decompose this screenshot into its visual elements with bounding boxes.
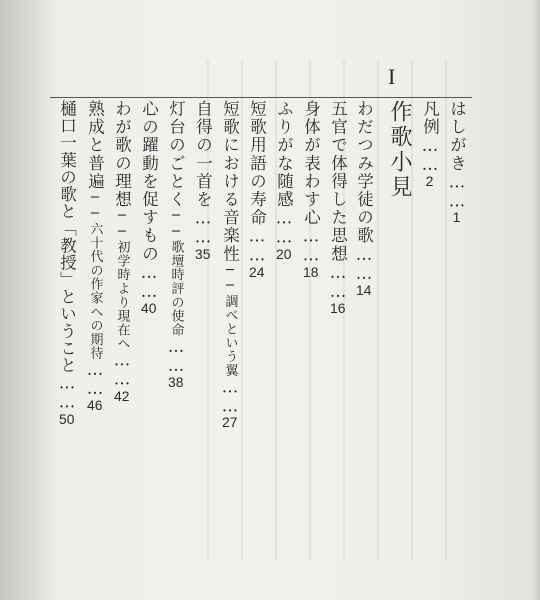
toc-entry-yakudou xyxy=(140,100,157,315)
toc-leader: …… xyxy=(139,262,159,301)
toc-leader: …… xyxy=(420,136,440,175)
toc-page: 42 xyxy=(114,388,130,403)
part-number: I xyxy=(388,64,396,89)
toc-title: 短歌用語の寿命 xyxy=(247,100,267,227)
toc-entry-hashigaki xyxy=(448,100,465,224)
toc-entry-gokan xyxy=(329,100,346,315)
toc-leader: …… xyxy=(328,262,348,301)
toc-leader: …… xyxy=(193,208,213,247)
toc-leader: …… xyxy=(220,377,240,416)
toc-leader: …… xyxy=(301,226,321,265)
toc-leader: …… xyxy=(166,336,186,375)
toc-title: 五官で体得した思想 xyxy=(328,100,348,263)
toc-title: 樋口一葉の歌と「教授」ということ xyxy=(57,100,77,374)
toc-title: ふりがな随感 xyxy=(274,100,294,209)
toc-subtitle: ──歌壇時評の使命 xyxy=(168,208,184,337)
header-rule xyxy=(50,97,472,98)
toc-leader: …… xyxy=(274,208,294,247)
toc-entry-furigana xyxy=(275,100,292,261)
page-edge-shadow xyxy=(532,0,540,600)
toc-page: 20 xyxy=(276,246,292,261)
toc-page: 35 xyxy=(195,246,211,261)
toc-page: 46 xyxy=(87,398,103,413)
toc-title: わだつみ学徒の歌 xyxy=(354,100,374,245)
toc-title: 心の躍動を促すもの xyxy=(139,100,159,263)
toc-title: 熟成と普遍 xyxy=(85,100,105,191)
toc-title: 灯台のごとく xyxy=(166,100,186,209)
toc-page: 2 xyxy=(425,174,434,189)
toc-title: 凡例 xyxy=(420,100,440,137)
toc-leader: …… xyxy=(85,360,105,399)
toc-leader: …… xyxy=(447,172,467,211)
toc-entry-yougo xyxy=(248,100,265,279)
toc-entry-toudai xyxy=(167,100,184,389)
toc-entry-shintai xyxy=(302,100,319,279)
toc-subtitle: ──初学時より現在へ xyxy=(114,208,130,351)
toc-entry-jukusei xyxy=(86,100,103,412)
toc-entry-ichiyou xyxy=(58,100,75,426)
toc-title: 身体が表わす心 xyxy=(301,100,321,227)
toc-page: 14 xyxy=(356,282,372,297)
toc-page: 1 xyxy=(452,210,461,225)
section-title: 作歌小見 xyxy=(387,100,412,200)
toc-title: 短歌における音楽性 xyxy=(220,100,240,263)
toc-entry-wadatsumi xyxy=(355,100,372,297)
toc-page: 50 xyxy=(59,411,75,426)
toc-leader: …… xyxy=(354,244,374,283)
toc-page: 38 xyxy=(168,374,184,389)
toc-subtitle: ──調べという翼 xyxy=(222,262,238,378)
toc-page: 40 xyxy=(141,300,157,315)
toc-title: 自得の一首を xyxy=(193,100,213,209)
toc-entry-jitoku xyxy=(194,100,211,261)
toc-leader: …… xyxy=(57,373,77,412)
toc-leader: …… xyxy=(247,226,267,265)
toc-page: 18 xyxy=(303,264,319,279)
binding-shadow xyxy=(0,0,58,600)
toc-page: 16 xyxy=(330,300,346,315)
toc-title: はしがき xyxy=(447,100,467,173)
toc-page: 24 xyxy=(249,264,265,279)
toc-entry-risou xyxy=(113,100,130,403)
toc-page: 27 xyxy=(222,415,238,430)
toc-entry-hanrei xyxy=(421,100,438,188)
toc-title: わが歌の理想 xyxy=(112,100,132,209)
toc-leader: …… xyxy=(112,350,132,389)
toc-entry-ongakusei xyxy=(221,100,238,429)
toc-subtitle: ──六十代の作家への期待 xyxy=(87,190,103,361)
